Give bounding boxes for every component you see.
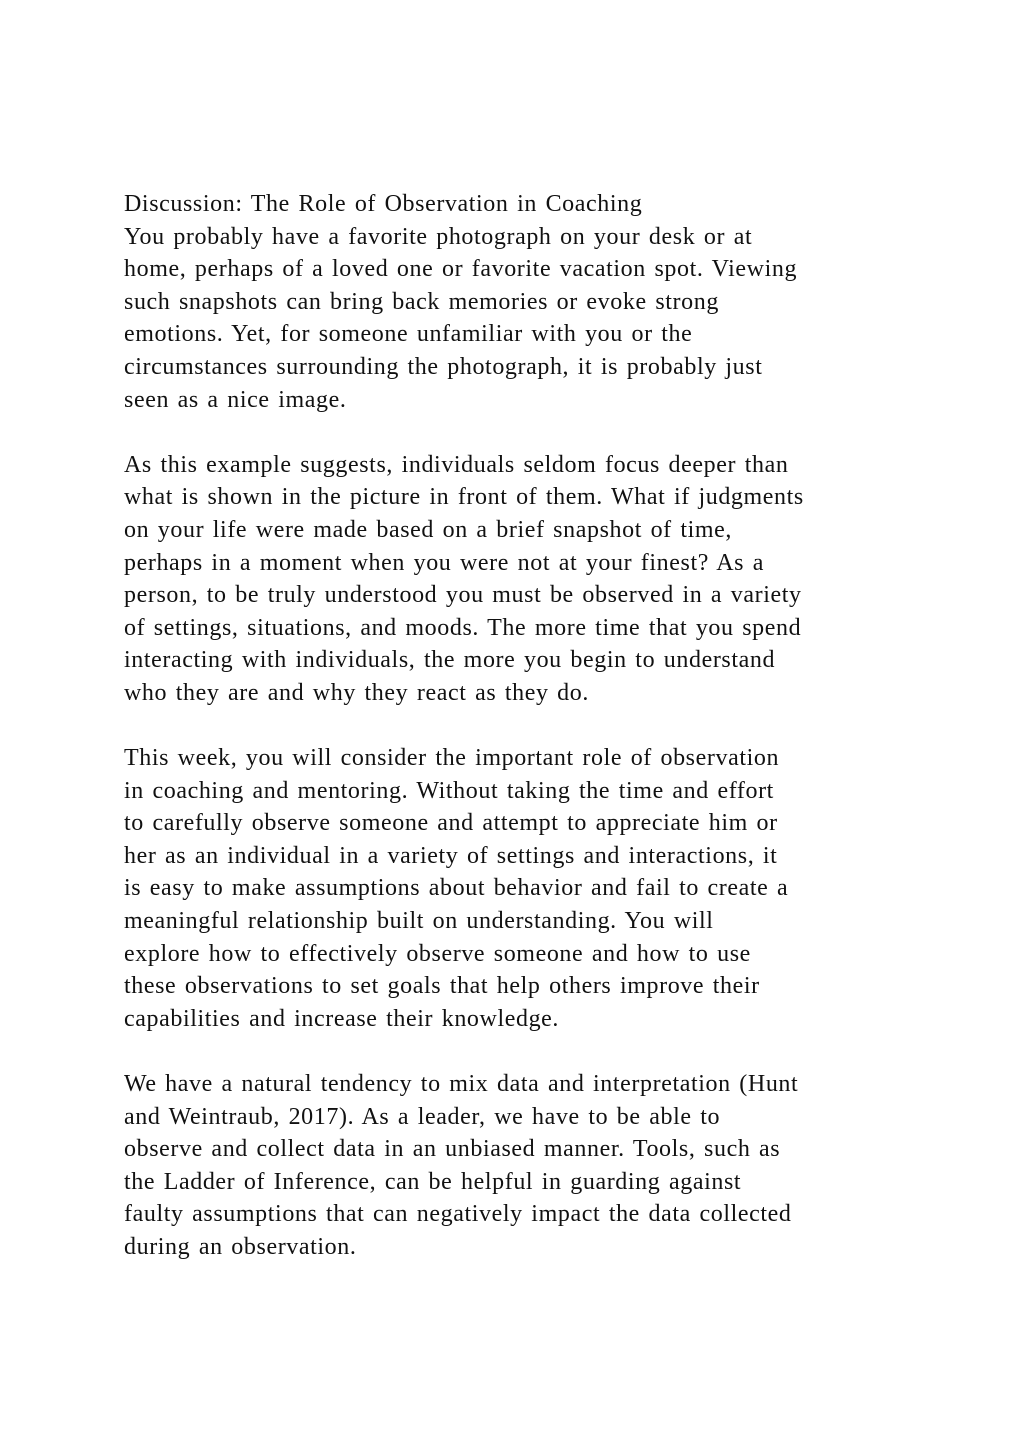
paragraph-line: who they are and why they react as they do. (124, 679, 589, 706)
paragraph-line: meaningful relationship built on understanding. You will (124, 908, 714, 935)
paragraph-line: home, perhaps of a loved one or favorite vacation spot. Viewing (124, 256, 798, 283)
paragraph-line: in coaching and mentoring. Without taking the time and effort (124, 777, 774, 804)
paragraph-line: interacting with individuals, the more you begin to understand (124, 647, 776, 674)
document-body (124, 188, 914, 1264)
paragraph-line: This week, you will consider the important role of observation (124, 745, 780, 772)
paragraph-line: what is shown in the picture in front of them. What if judgments (124, 484, 804, 511)
paragraph-line: observe and collect data in an unbiased manner. Tools, such as (124, 1136, 781, 1163)
paragraph-line: these observations to set goals that help others improve their (124, 973, 760, 1000)
paragraph-line: You probably have a favorite photograph on your desk or at (124, 223, 753, 250)
paragraph-spacer (124, 710, 914, 743)
paragraph-line: We have a natural tendency to mix data and interpretation (Hunt (124, 1071, 799, 1098)
paragraph-2 (124, 449, 914, 710)
paragraph-line: her as an individual in a variety of settings and interactions, it (124, 842, 778, 869)
paragraph-line: on your life were made based on a brief snapshot of time, (124, 516, 733, 543)
paragraph-line: is easy to make assumptions about behavior and fail to create a (124, 875, 789, 902)
paragraph-line: of settings, situations, and moods. The more time that you spend (124, 614, 802, 641)
paragraph-line: seen as a nice image. (124, 386, 347, 413)
paragraph-3 (124, 742, 914, 1035)
paragraph-line: person, to be truly understood you must be observed in a variety (124, 582, 802, 609)
paragraph-4 (124, 1068, 914, 1264)
paragraph-line: the Ladder of Inference, can be helpful in guarding against (124, 1168, 742, 1195)
paragraph-line: As this example suggests, individuals seldom focus deeper than (124, 451, 789, 478)
paragraph-line: circumstances surrounding the photograph, it is probably just (124, 353, 763, 380)
document-title: Discussion: The Role of Observation in Coaching (124, 191, 643, 217)
paragraph-spacer (124, 1035, 914, 1068)
paragraph-1 (124, 221, 914, 417)
paragraph-line: such snapshots can bring back memories or evoke strong (124, 288, 719, 315)
paragraph-line: emotions. Yet, for someone unfamiliar with you or the (124, 321, 693, 348)
paragraph-line: capabilities and increase their knowledge. (124, 1005, 560, 1032)
paragraph-spacer (124, 416, 914, 449)
paragraph-line: and Weintraub, 2017). As a leader, we have to be able to (124, 1103, 721, 1130)
paragraph-line: explore how to effectively observe someone and how to use (124, 940, 751, 967)
paragraph-line: faulty assumptions that can negatively impact the data collected (124, 1201, 792, 1228)
paragraph-line: to carefully observe someone and attempt to appreciate him or (124, 810, 778, 837)
paragraph-line: during an observation. (124, 1234, 357, 1260)
paragraph-line: perhaps in a moment when you were not at your finest? As a (124, 549, 764, 576)
